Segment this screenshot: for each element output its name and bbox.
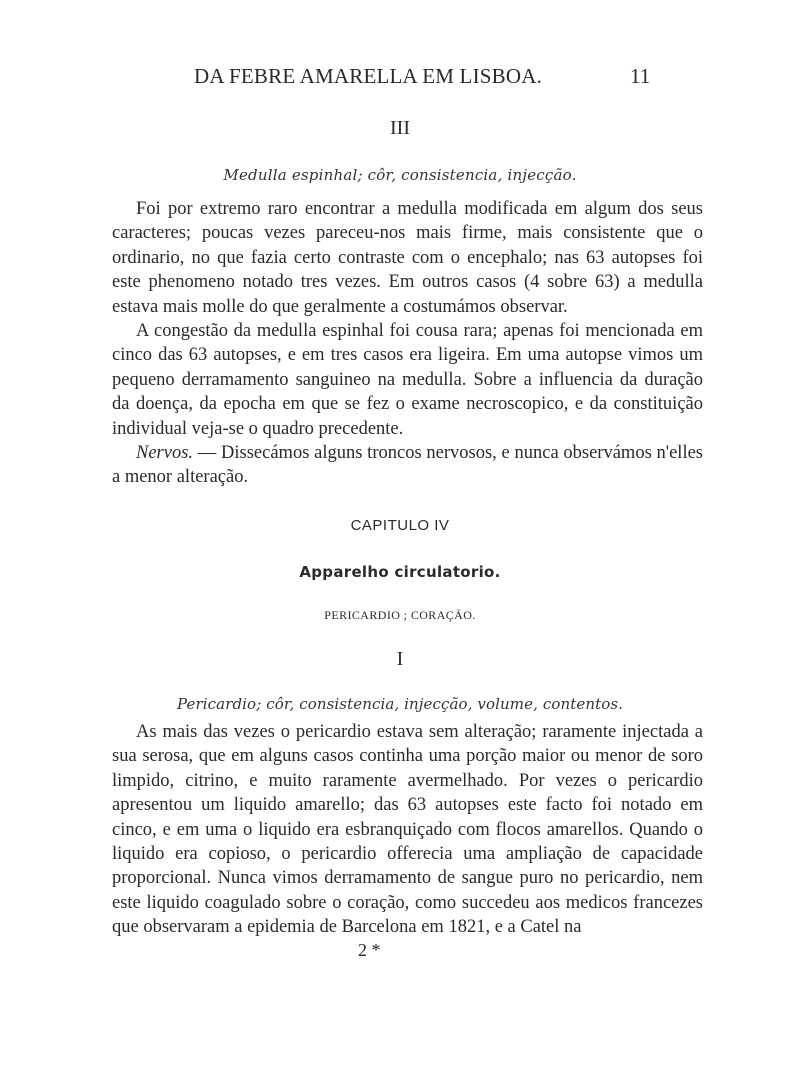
nerves-text: — Dissecámos alguns troncos nervosos, e nunca observámos n'elles a menor alteração.: [112, 443, 703, 488]
section-subheading: Medulla espinhal; côr, consistencia, injecção.: [223, 166, 577, 184]
signature-mark: 2 *: [358, 940, 381, 960]
paragraph-nerves: [112, 441, 703, 490]
section-body: [112, 720, 703, 940]
section-number: III: [390, 117, 410, 139]
chapter-topics: PERICARDIO ; CORAÇÃO.: [324, 608, 476, 622]
paragraph: As mais das vezes o pericardio estava sem alteração; raramente injectada a sua serosa, que em alguns casos continha uma porção maior ou menor de soro limpido, citrino, e muito raramente avermelhado. Por vezes o pericardio apresentou um liquido amarello; das 63 autopses este facto foi notado em cinco, e em uma o liquido era esbranquiçado com flocos amarellos. Quando o liquido era copioso, o pericardio offerecia uma ampliação de capacidade proporcional. Nunca vimos derramamento de sangue puro no pericardio, nem este liquido coagulado sobre o coração, como succedeu aos medicos francezes que observaram a epidemia de Barcelona em 1821, e a Catel na: [112, 722, 703, 938]
chapter-subject: Apparelho circulatorio.: [299, 563, 501, 581]
page-header: [0, 64, 800, 94]
chapter-title: CAPITULO IV: [350, 517, 450, 534]
section-body: [112, 197, 703, 490]
paragraph: Foi por extremo raro encontrar a medulla modificada em algum dos seus caracteres; poucas vezes pareceu-nos mais firme, mais consistente que o ordinario, no que fazia certo contraste com o encephalo; nas 63 autopses foi este phenomeno notado tres vezes. Em outros casos (4 sobre 63) a medulla estava mais molle do que geralmente a costumámos observar.: [112, 199, 703, 317]
page-number: 11: [630, 64, 651, 88]
nerves-lead: Nervos.: [136, 443, 194, 464]
running-title: DA FEBRE AMARELLA EM LISBOA.: [194, 64, 543, 88]
paragraph: A congestão da medulla espinhal foi cousa rara; apenas foi mencionada em cinco das 63 autopses, e em tres casos era ligeira. Em uma autopse vimos um pequeno derramamento sanguineo na medulla. Sobre a influencia da duração da doença, da epocha em que se fez o exame necroscopico, e da constituição individual veja-se o quadro precedente.: [112, 321, 703, 439]
section-number: I: [396, 648, 404, 670]
section-subheading: Pericardio; côr, consistencia, injecção, volume, contentos.: [176, 695, 624, 713]
